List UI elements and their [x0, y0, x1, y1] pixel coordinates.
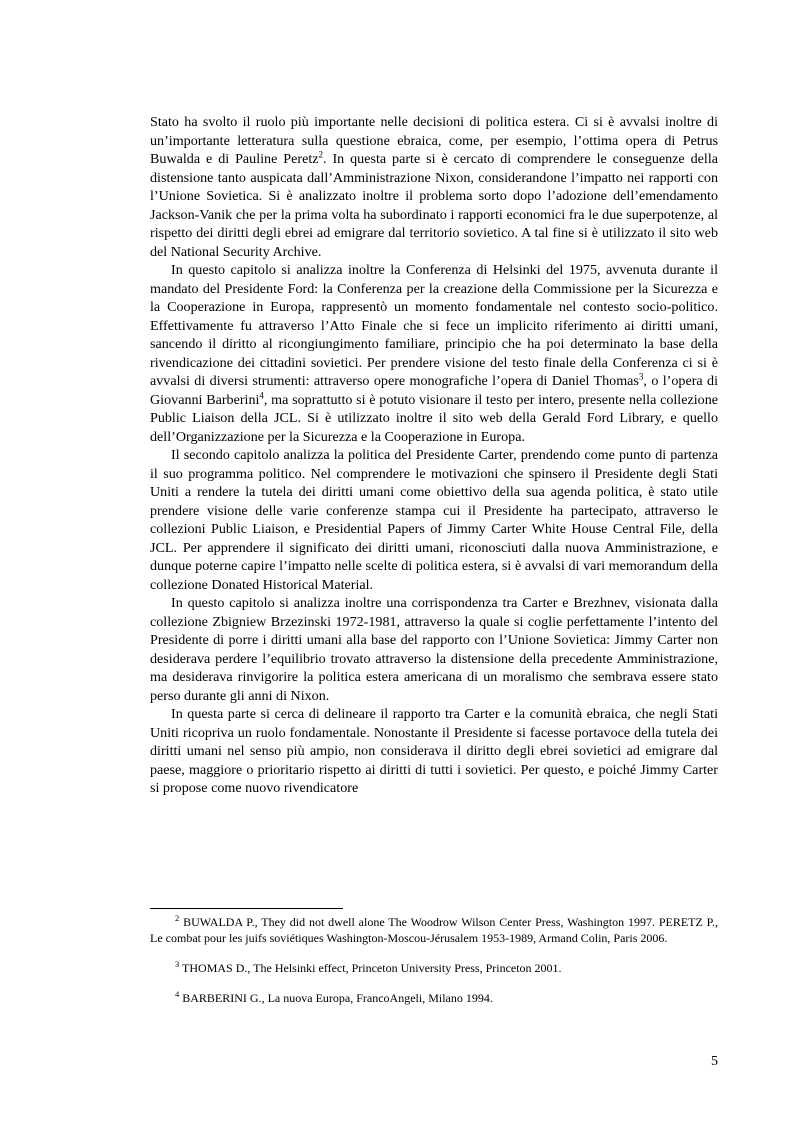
- paragraph-p1: [150, 113, 718, 261]
- paragraph-text: In questo capitolo si analizza inoltre una corrispondenza tra Carter e Brezhnev, visionata dalla collezione Zbigniew Brzezinski 1972-1981, attraverso la quale si coglie perfettamente l’intento del Presidente di porre i diritti umani alla base del rapporto con l’Unione Sovietica: Jimmy Carter non desiderava perdere l’equilibrio trovato attraverso la distensione della precedente Amministrazione, ma desiderava rinvigorire la politica estera americana di un moralismo che sembrava essere stato perso durante gli anni di Nixon.: [150, 595, 718, 704]
- footnotes: [150, 914, 718, 1020]
- paragraph-text: Il secondo capitolo analizza la politica del Presidente Carter, prendendo come punto di partenza il suo programma politico. Nel comprendere le motivazioni che spinsero il Presidente degli Stati Uniti a rendere la tutela dei diritti umani come obiettivo della sua agenda politica, è stato utile prendere visione delle varie conferenze stampa cui il Presidente ha partecipato, attraverso le collezioni Public Liaison, e Presidential Papers of Jimmy Carter White House Central File, della JCL. Per apprendere il significato dei diritti umani, riconosciuti dalla nuova Amministrazione, e dunque poterne capire l’impatto nelle scelte di politica estera, si è avvalsi di vari memorandum della collezione Donated Historical Material.: [150, 447, 718, 593]
- paragraph-text: In questa parte si cerca di delineare il rapporto tra Carter e la comunità ebraica, che negli Stati Uniti ricopriva un ruolo fondamentale. Nonostante il Presidente si facesse portavoce della tutela dei diritti umani nel senso più ampio, non considerava il diritto degli ebrei sovietici ad emigrare dal paese, maggiore o prioritario rispetto ai diritti di tutti i sovietici. Per questo, e poiché Jimmy Carter si propose come nuovo rivendicatore: [150, 706, 718, 796]
- page-number: 5: [711, 1054, 718, 1069]
- document-page: [150, 113, 718, 798]
- paragraph-text: , o l’opera di Giovanni Barberini: [150, 373, 719, 408]
- footnote-4: [150, 990, 718, 1006]
- footnote-reference: 2: [318, 149, 323, 160]
- paragraph-text: . In questa parte si è cercato di comprendere le conseguenze della distensione tanto auspicata dall’Amministrazione Nixon, considerandone l’impatto nei rapporti con l’Unione Sovietica. Si è analizzato inoltre il problema sorto dopo l’adozione dell’emendamento Jackson-Vanik che per la prima volta ha subordinato i rapporti economici fra le due superpotenze, al rispetto dei diritti degli ebrei ad emigrare dal territorio sovietico. A tal fine si è utilizzato il sito web del National Security Archive.: [150, 151, 718, 260]
- body-text: [150, 113, 718, 798]
- paragraph-p4: [150, 594, 718, 705]
- paragraph-text: Stato ha svolto il ruolo più importante nelle decisioni di politica estera. Ci si è avvalsi inoltre di un’importante letteratura sulla questione ebraica, come, per esempio, l’ottima opera di Petrus Buwalda e di Pauline Peretz: [150, 114, 718, 167]
- paragraph-p5: [150, 705, 718, 798]
- paragraph-p2: [150, 261, 718, 446]
- paragraph-p3: [150, 446, 718, 594]
- footnote-text: THOMAS D., The Helsinki effect, Princeton University Press, Princeton 2001.: [182, 961, 562, 975]
- paragraph-text: , ma soprattutto si è potuto visionare il testo per intero, presente nella collezione Public Liaison della JCL. Si è utilizzato inoltre il sito web della Gerald Ford Library, e quello dell’Organizzazione per la Sicurezza e la Cooperazione in Europa.: [150, 391, 718, 445]
- footnote-reference: 4: [259, 389, 264, 400]
- footnote-2: [150, 914, 718, 946]
- footnote-number: 4: [175, 989, 180, 999]
- footnote-number: 2: [175, 913, 180, 923]
- footnote-reference: 3: [638, 371, 644, 382]
- footnote-separator: [150, 908, 343, 909]
- footnote-number: 3: [175, 959, 180, 969]
- footnote-text: BUWALDA P., They did not dwell alone The Woodrow Wilson Center Press, Washington 1997. PERETZ P., Le combat pour les juifs soviétiques Washington-Moscou-Jérusalem 1953-1989, Armand Colin, Paris 2006.: [150, 915, 719, 945]
- paragraph-text: In questo capitolo si analizza inoltre la Conferenza di Helsinki del 1975, avvenuta durante il mandato del Presidente Ford: la Conferenza per la creazione della Commissione per la Sicurezza e la Cooperazione in Europa, rappresentò un momento fondamentale nel contesto socio-politico. Effettivamente fu attraverso l’Atto Finale che si fece un implicito riferimento ai diritti umani, sancendo il diritto al ricongiungimento familiare, principio che ha poi determinato la base della rivendicazione dei cittadini sovietici. Per prendere visione del testo finale della Conferenza ci si è avvalsi di diversi strumenti: attraverso opere monografiche l’opera di Daniel Thomas: [150, 262, 718, 389]
- footnote-text: BARBERINI G., La nuova Europa, FrancoAngeli, Milano 1994.: [182, 991, 493, 1005]
- footnote-3: [150, 960, 718, 976]
